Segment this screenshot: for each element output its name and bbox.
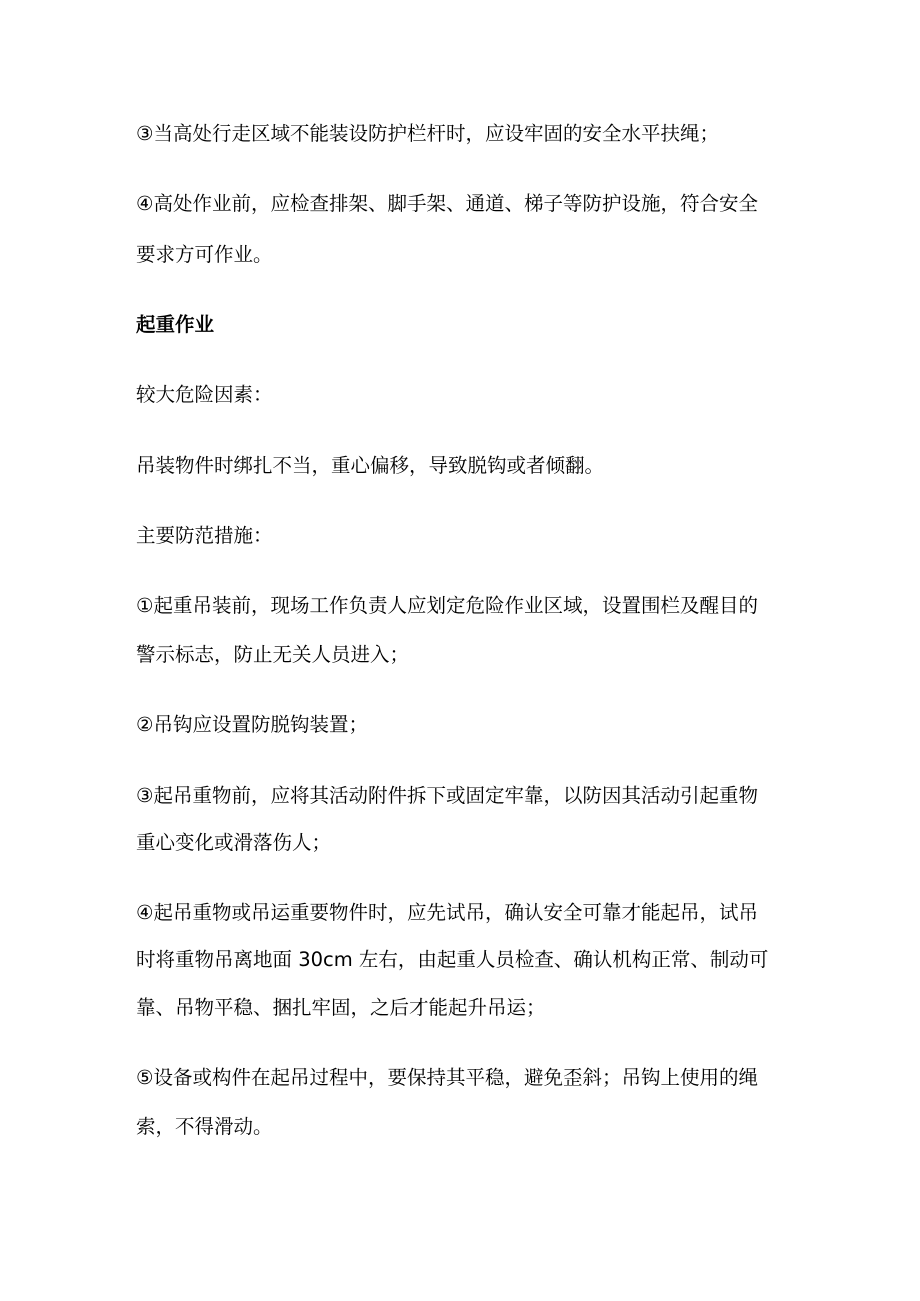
text-line: 吊装物件时绑扎不当，重心偏移，导致脱钩或者倾翻。 — [136, 454, 605, 477]
text-line: 警示标志，防止无关人员进入； — [136, 643, 410, 666]
text-line: ③当高处行走区域不能装设防护栏杆时，应设牢固的安全水平扶绳； — [136, 122, 719, 145]
text-line: 要求方可作业。 — [136, 243, 273, 266]
text-line: ③起吊重物前，应将其活动附件拆下或固定牢靠，以防因其活动引起重物 — [136, 784, 758, 807]
text-line: ②吊钩应设置防脱钩装置； — [136, 713, 368, 736]
text-line: 靠、吊物平稳、捆扎牢固，之后才能起升吊运； — [136, 996, 546, 1019]
text-line: 主要防范措施： — [136, 524, 273, 547]
text-line: 索，不得滑动。 — [136, 1115, 273, 1138]
text-line: ⑤设备或构件在起吊过程中，要保持其平稳，避免歪斜；吊钩上使用的绳 — [136, 1066, 758, 1089]
text-line: 时将重物吊离地面 30cm 左右，由起重人员检查、确认机构正常、制动可 — [136, 948, 769, 971]
section-heading: 起重作业 — [136, 313, 215, 336]
text-line: 较大危险因素： — [136, 383, 273, 406]
text-line: ①起重吊装前，现场工作负责人应划定危险作业区域，设置围栏及醒目的 — [136, 594, 758, 617]
text-line: ④起吊重物或吊运重要物件时，应先试吊，确认安全可靠才能起吊，试吊 — [136, 901, 758, 924]
text-line: 重心变化或滑落伤人； — [136, 831, 332, 854]
text-line: ④高处作业前，应检查排架、脚手架、通道、梯子等防护设施，符合安全 — [136, 192, 758, 215]
